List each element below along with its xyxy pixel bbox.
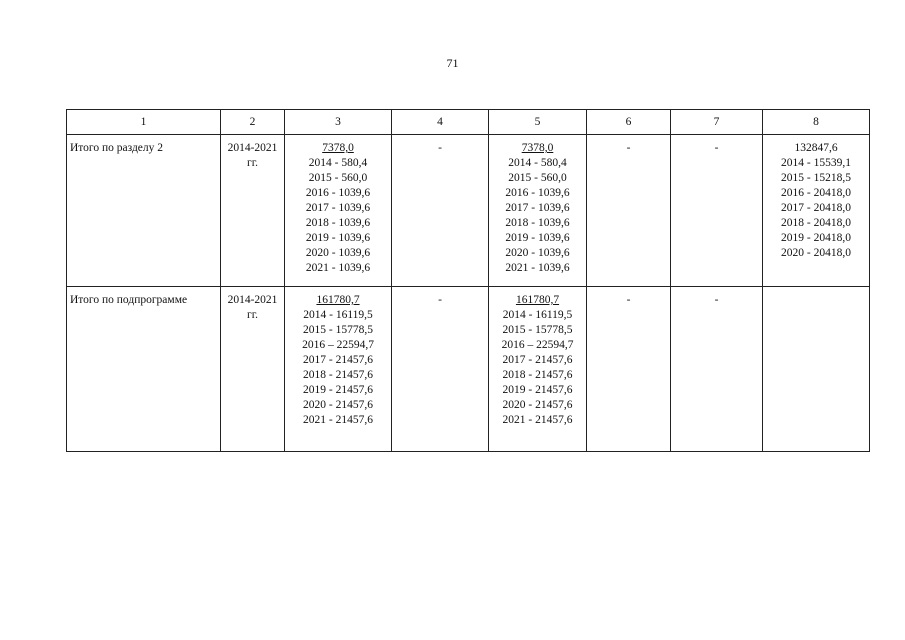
year-value: 2019 - 1039,6 bbox=[505, 232, 570, 244]
column-6-value: - bbox=[587, 135, 671, 287]
year-value: 2019 - 21457,6 bbox=[303, 384, 373, 396]
column-3-total: 161780,7 bbox=[316, 294, 360, 306]
year-value: 2019 - 20418,0 bbox=[781, 232, 851, 244]
year-value: 2018 - 1039,6 bbox=[505, 217, 570, 229]
table-header-row bbox=[67, 110, 870, 135]
column-3-total: 7378,0 bbox=[322, 142, 354, 154]
year-value: 2016 – 22594,7 bbox=[302, 339, 374, 351]
page-number: 71 bbox=[446, 56, 459, 70]
column-3-values bbox=[285, 287, 392, 452]
year-value: 2018 - 20418,0 bbox=[781, 217, 851, 229]
column-header-6: 6 bbox=[587, 110, 671, 135]
year-value: 2018 - 21457,6 bbox=[502, 369, 573, 381]
year-value: 2016 - 1039,6 bbox=[305, 187, 371, 199]
year-value: 2019 - 21457,6 bbox=[502, 384, 573, 396]
column-header-2: 2 bbox=[221, 110, 285, 135]
year-value: 2017 - 21457,6 bbox=[303, 354, 373, 366]
row-period bbox=[221, 135, 285, 287]
column-7-value: - bbox=[671, 287, 763, 452]
year-value: 2017 - 20418,0 bbox=[781, 202, 851, 214]
row-period bbox=[221, 287, 285, 452]
year-value: 2015 - 15218,5 bbox=[781, 172, 851, 184]
year-value: 2021 - 1039,6 bbox=[505, 262, 570, 274]
year-value: 2015 - 560,0 bbox=[308, 172, 368, 184]
column-header-3: 3 bbox=[285, 110, 392, 135]
period-suffix: гг. bbox=[246, 309, 258, 321]
year-value: 2017 - 1039,6 bbox=[505, 202, 570, 214]
year-value: 2020 - 20418,0 bbox=[781, 247, 851, 259]
year-value: 2015 - 15778,5 bbox=[502, 324, 573, 336]
column-header-1: 1 bbox=[67, 110, 221, 135]
year-value: 2021 - 21457,6 bbox=[502, 414, 573, 426]
column-header-4: 4 bbox=[392, 110, 489, 135]
year-value: 2021 - 1039,6 bbox=[305, 262, 371, 274]
year-value: 2015 - 15778,5 bbox=[303, 324, 373, 336]
row-name: Итого по подпрограмме bbox=[67, 287, 221, 452]
column-7-value: - bbox=[671, 135, 763, 287]
year-value: 2014 - 580,4 bbox=[508, 157, 567, 169]
year-value: 2016 - 1039,6 bbox=[505, 187, 570, 199]
year-value: 2018 - 1039,6 bbox=[305, 217, 371, 229]
row-name: Итого по разделу 2 bbox=[67, 135, 221, 287]
column-3-values bbox=[285, 135, 392, 287]
column-5-values bbox=[489, 135, 587, 287]
year-value: 2017 - 1039,6 bbox=[305, 202, 371, 214]
table-row bbox=[67, 287, 870, 452]
year-value: 2016 – 22594,7 bbox=[501, 339, 574, 351]
year-value: 2019 - 1039,6 bbox=[305, 232, 371, 244]
period-years: 2014-2021 bbox=[227, 294, 278, 306]
period-years: 2014-2021 bbox=[227, 142, 278, 154]
budget-table bbox=[66, 109, 870, 452]
period-suffix: гг. bbox=[246, 157, 258, 169]
year-value: 2020 - 1039,6 bbox=[505, 247, 570, 259]
year-value: 2014 - 16119,5 bbox=[303, 309, 373, 321]
year-value: 2014 - 15539,1 bbox=[781, 157, 851, 169]
year-value: 2016 - 20418,0 bbox=[781, 187, 851, 199]
year-value: 2017 - 21457,6 bbox=[502, 354, 573, 366]
year-value: 2018 - 21457,6 bbox=[303, 369, 373, 381]
year-value: 2021 - 21457,6 bbox=[303, 414, 373, 426]
year-value: 2020 - 21457,6 bbox=[502, 399, 573, 411]
year-value: 2020 - 1039,6 bbox=[305, 247, 371, 259]
column-8-values bbox=[763, 287, 870, 452]
year-value: 2020 - 21457,6 bbox=[303, 399, 373, 411]
column-header-5: 5 bbox=[489, 110, 587, 135]
year-value: 2014 - 580,4 bbox=[308, 157, 368, 169]
table-row bbox=[67, 135, 870, 287]
column-8-values bbox=[763, 135, 870, 287]
column-5-values bbox=[489, 287, 587, 452]
column-8-total: 132847,6 bbox=[794, 142, 838, 154]
column-6-value: - bbox=[587, 287, 671, 452]
year-value: 2014 - 16119,5 bbox=[502, 309, 573, 321]
column-4-value: - bbox=[392, 287, 489, 452]
year-value: 2015 - 560,0 bbox=[508, 172, 567, 184]
column-header-7: 7 bbox=[671, 110, 763, 135]
column-5-total: 161780,7 bbox=[515, 294, 560, 306]
column-4-value: - bbox=[392, 135, 489, 287]
column-5-total: 7378,0 bbox=[521, 142, 554, 154]
column-header-8: 8 bbox=[763, 110, 870, 135]
